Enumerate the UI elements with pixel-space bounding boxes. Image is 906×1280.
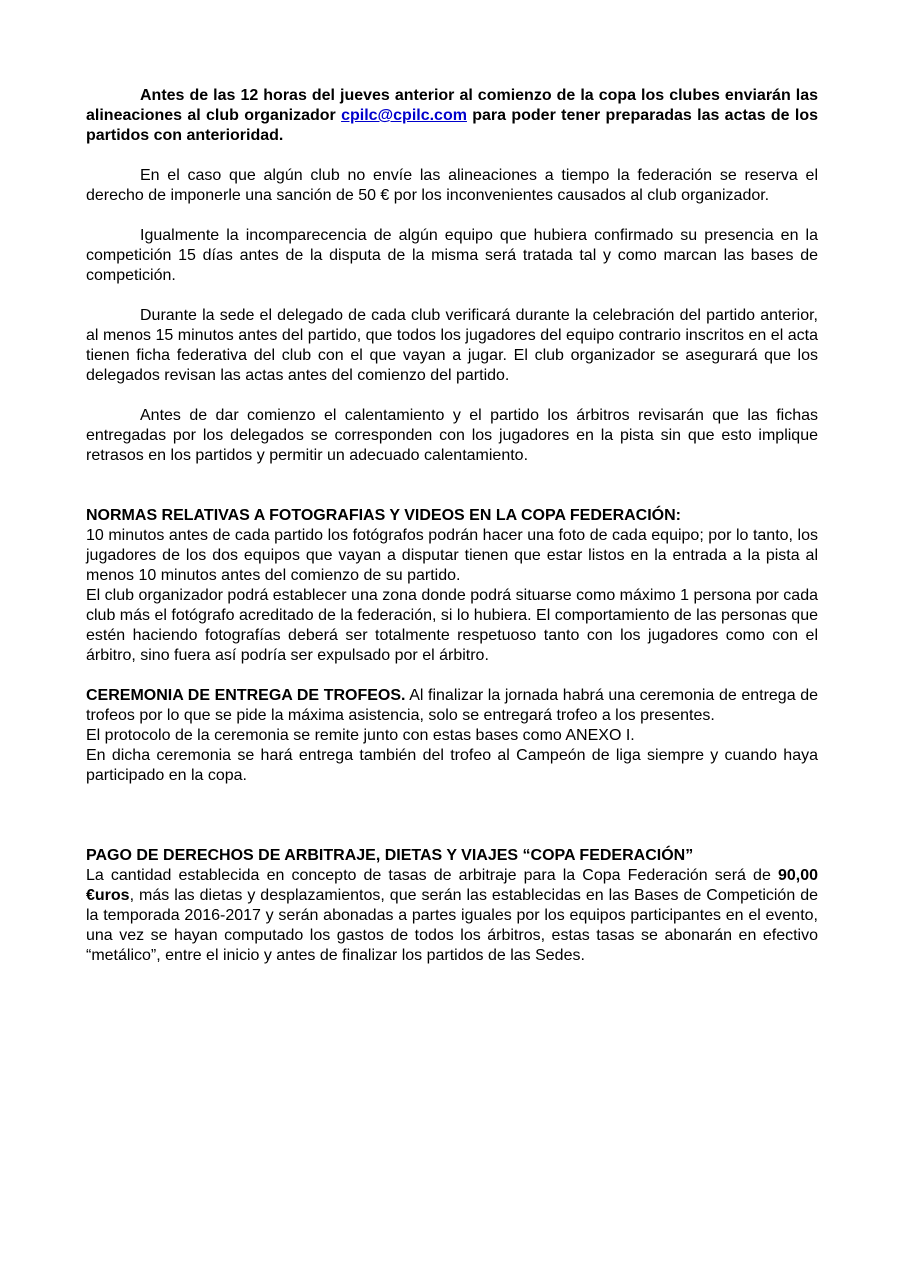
sanction-paragraph: En el caso que algún club no envíe las alineaciones a tiempo la federación se reserva el derecho de imponerle una sanción de 50 € por los inconvenientes causados al club organizador.: [86, 167, 818, 204]
document-page: [86, 86, 818, 966]
payment-text-end: , más las dietas y desplazamientos, que serán las establecidas en las Bases de Competición de la temporada 2016-2017 y serán abonadas a partes iguales por los equipos participantes en el evento, una vez se hayan computado los gastos de todos los árbitros, estas tasas se abonarán en efectivo “metálico”, entre el inicio y antes de finalizar los partidos de las Sedes.: [86, 887, 818, 964]
trophy-ceremony-paragraph: [86, 686, 818, 726]
trophy-ceremony-text: Al finalizar la jornada habrá una ceremonia de entrega de trofeos por lo que se pide la máxima asistencia, solo se entregará trofeo a los presentes.: [86, 687, 819, 724]
delegate-check-paragraph: Durante la sede el delegado de cada club verificará durante la celebración del partido anterior, al menos 15 minutos antes del partido, que todos los jugadores del equipo contrario inscritos en el acta tienen ficha federativa del club con el que vayan a jugar. El club organizador se asegurará que los delegados revisan las actas antes del comienzo del partido.: [86, 307, 818, 384]
alignments-deadline-paragraph: [86, 86, 818, 146]
payment-text-start: La cantidad establecida en concepto de tasas de arbitraje para la Copa Federación será de: [86, 867, 778, 884]
alignments-deadline-text: Antes de las 12 horas del jueves anterior al comienzo de la copa los clubes enviarán las alineaciones al club organizador: [86, 87, 818, 124]
no-show-paragraph: Igualmente la incomparecencia de algún equipo que hubiera confirmado su presencia en la competición 15 días antes de la disputa de la misma será tratada tal y como marcan las bases de competición.: [86, 227, 818, 284]
payment-amount: 90,00 €uros: [86, 867, 818, 904]
photos-zone-paragraph: El club organizador podrá establecer una zona donde podrá situarse como máximo 1 persona por cada club más el fotógrafo acreditado de la federación, si lo hubiera. El comportamiento de las personas que estén haciendo fotografías deberá ser totalmente respetuoso tanto con los jugadores como con el árbitro, sino fuera así podría ser expulsado por el árbitro.: [86, 587, 818, 664]
alignments-deadline-text-end: para poder tener preparadas las actas de los partidos con anterioridad.: [86, 107, 818, 144]
trophy-section-heading: CEREMONIA DE ENTREGA DE TROFEOS.: [86, 687, 406, 704]
photos-timing-paragraph: 10 minutos antes de cada partido los fotógrafos podrán hacer una foto de cada equipo; por lo tanto, los jugadores de los dos equipos que vayan a disputar tienen que estar listos en la entrada a la pista al menos 10 minutos antes del comienzo de su partido.: [86, 527, 818, 584]
photos-section-heading: NORMAS RELATIVAS A FOTOGRAFIAS Y VIDEOS EN LA COPA FEDERACIÓN:: [86, 507, 681, 524]
league-trophy-paragraph: En dicha ceremonia se hará entrega también del trofeo al Campeón de liga siempre y cuando haya participado en la copa.: [86, 747, 818, 784]
payment-section-heading: PAGO DE DERECHOS DE ARBITRAJE, DIETAS Y VIAJES “COPA FEDERACIÓN”: [86, 847, 694, 864]
trophy-protocol-paragraph: El protocolo de la ceremonia se remite junto con estas bases como ANEXO I.: [86, 727, 635, 744]
organizer-email-link[interactable]: cpilc@cpilc.com: [341, 107, 467, 124]
referee-check-paragraph: Antes de dar comienzo el calentamiento y el partido los árbitros revisarán que las fichas entregadas por los delegados se corresponden con los jugadores en la pista sin que esto implique retrasos en los partidos y permitir un adecuado calentamiento.: [86, 407, 818, 464]
payment-paragraph: [86, 866, 818, 966]
